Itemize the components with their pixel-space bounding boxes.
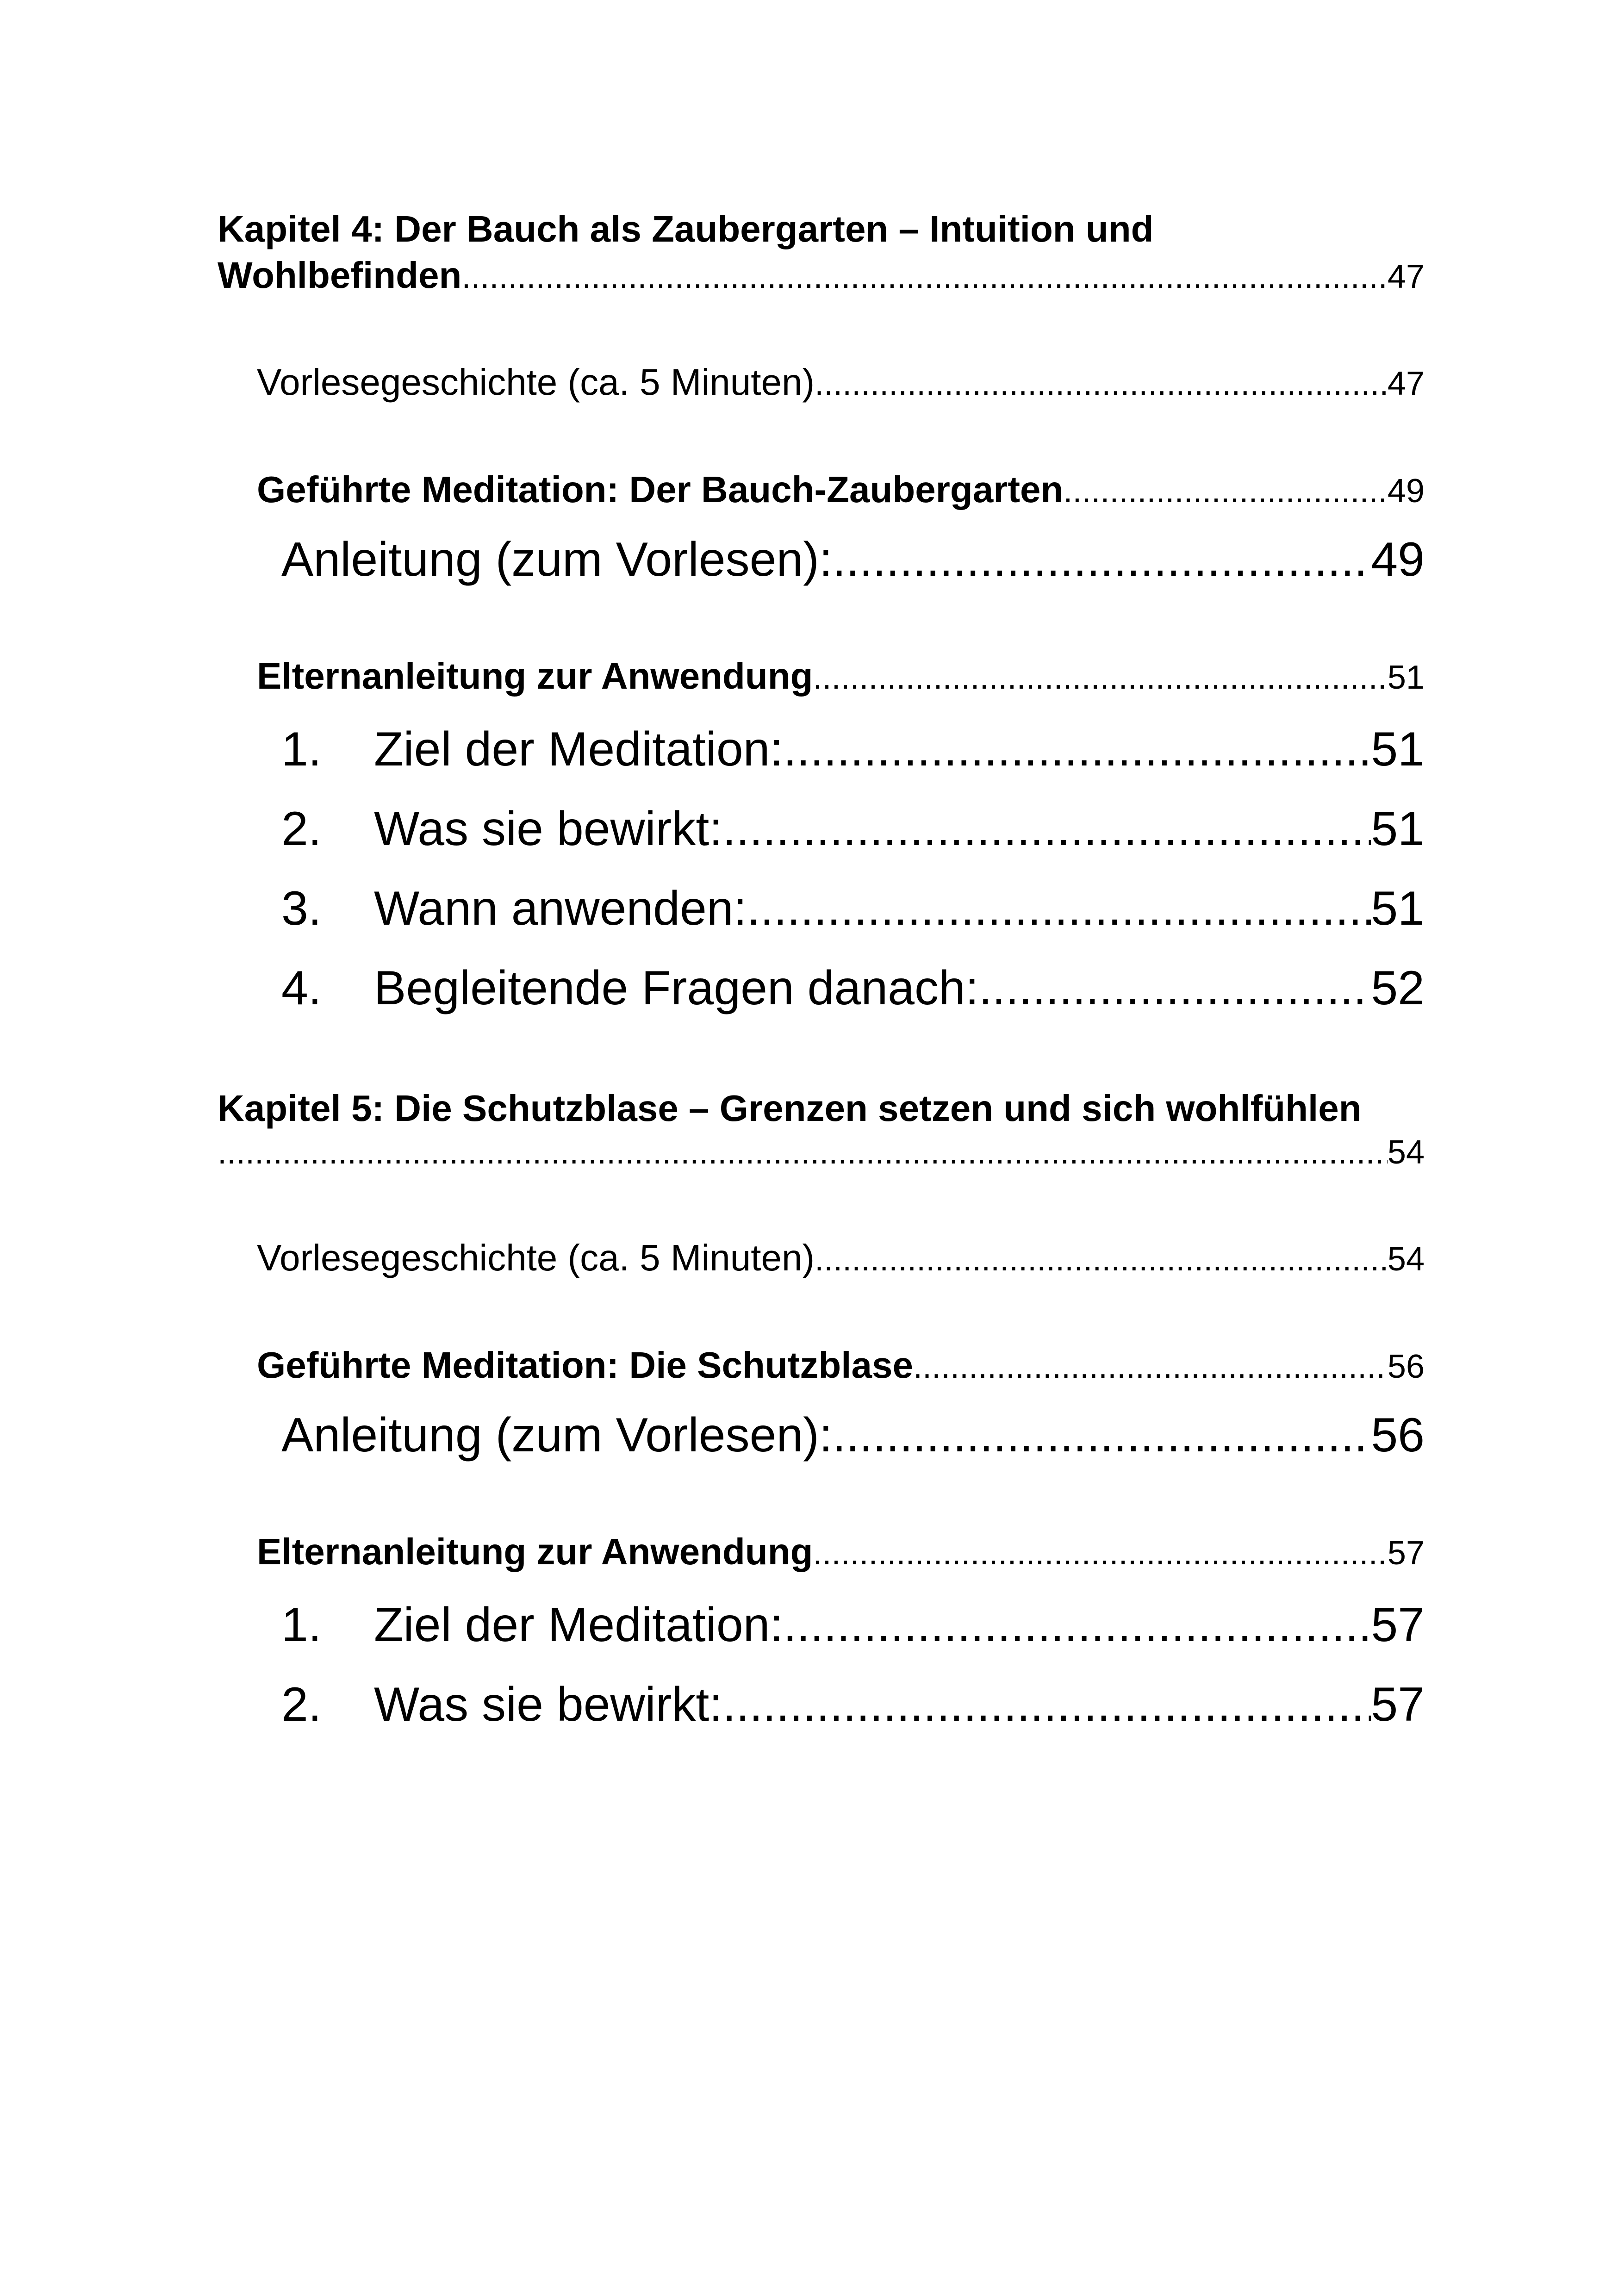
list-number: 1. — [281, 1598, 322, 1652]
list-number: 1. — [281, 722, 322, 776]
dot-leader — [1063, 472, 1388, 510]
entry-label: Anleitung (zum Vorlesen): — [281, 533, 833, 586]
toc-ch4-list-item-2[interactable] — [281, 802, 1425, 857]
chapter-4-title-line2: Wohlbefinden — [218, 255, 462, 296]
entry-label: Geführte Meditation: Die Schutzblase — [257, 1344, 913, 1386]
dot-leader — [833, 532, 1371, 587]
toc-ch4-list-item-1[interactable] — [281, 722, 1425, 777]
entry-page: 57 — [1371, 1678, 1425, 1731]
dot-leader — [815, 1240, 1388, 1278]
entry-label: Vorlesegeschichte (ca. 5 Minuten) — [257, 1237, 815, 1278]
entry-page: 52 — [1371, 961, 1425, 1015]
toc-ch5-list-item-2[interactable] — [281, 1677, 1425, 1732]
toc-ch5-list-item-1[interactable] — [281, 1598, 1425, 1653]
entry-page: 57 — [1387, 1535, 1425, 1572]
entry-page: 49 — [1371, 533, 1425, 586]
entry-page: 57 — [1371, 1598, 1425, 1652]
chapter-5-leader-row — [218, 1132, 1425, 1173]
entry-label: Wann anwenden: — [374, 882, 747, 935]
dot-leader — [783, 722, 1371, 777]
entry-page: 47 — [1387, 365, 1425, 402]
dot-leader — [979, 961, 1371, 1016]
dot-leader — [722, 802, 1371, 857]
toc-ch4-story[interactable] — [257, 361, 1425, 404]
dot-leader — [783, 1598, 1371, 1653]
chapter-4-title-line1: Kapitel 4: Der Bauch als Zaubergarten – Intuition und — [218, 208, 1154, 249]
chapter-4-page: 47 — [1387, 258, 1425, 295]
dot-leader — [813, 1534, 1387, 1572]
chapter-5-title-line1: Kapitel 5: Die Schutzblase – Grenzen setzen und sich wohlfühlen — [218, 1088, 1362, 1129]
entry-label: Was sie bewirkt: — [374, 802, 723, 856]
list-number: 4. — [281, 961, 322, 1015]
entry-label: Begleitende Fragen danach: — [374, 961, 979, 1015]
entry-page: 51 — [1387, 659, 1425, 696]
dot-leader — [913, 1348, 1388, 1386]
entry-label: Vorlesegeschichte (ca. 5 Minuten) — [257, 361, 815, 403]
list-number: 2. — [281, 802, 322, 856]
toc-ch4-meditation[interactable] — [257, 468, 1425, 511]
chapter-5-page: 54 — [1387, 1134, 1425, 1171]
entry-page: 51 — [1371, 802, 1425, 856]
toc-ch4-list-item-3[interactable] — [281, 881, 1425, 936]
entry-label: Ziel der Meditation: — [374, 1598, 784, 1652]
entry-page: 54 — [1387, 1241, 1425, 1278]
toc-ch5-meditation[interactable] — [257, 1344, 1425, 1387]
list-number: 3. — [281, 882, 322, 935]
toc-ch4-list-item-4[interactable] — [281, 961, 1425, 1016]
entry-page: 51 — [1371, 722, 1425, 776]
toc-ch5-instructions[interactable] — [281, 1408, 1425, 1463]
dot-leader — [722, 1677, 1371, 1732]
entry-label: Geführte Meditation: Der Bauch-Zaubergarten — [257, 469, 1064, 510]
entry-label: Ziel der Meditation: — [374, 722, 784, 776]
toc-chapter-5[interactable] — [218, 1085, 1425, 1173]
entry-label: Elternanleitung zur Anwendung — [257, 1531, 813, 1572]
dot-leader — [833, 1408, 1371, 1463]
entry-label: Elternanleitung zur Anwendung — [257, 655, 813, 697]
entry-label: Anleitung (zum Vorlesen): — [281, 1408, 833, 1462]
toc-chapter-4[interactable] — [218, 206, 1425, 299]
toc-ch5-parents[interactable] — [257, 1531, 1425, 1573]
entry-page: 49 — [1387, 473, 1425, 510]
dot-leader — [813, 659, 1387, 697]
chapter-4-title-line2-row — [218, 252, 1425, 299]
entry-label: Was sie bewirkt: — [374, 1678, 723, 1731]
toc-ch4-parents[interactable] — [257, 655, 1425, 697]
toc-ch5-story[interactable] — [257, 1237, 1425, 1279]
dot-leader — [747, 881, 1371, 936]
entry-page: 56 — [1387, 1348, 1425, 1385]
list-number: 2. — [281, 1678, 322, 1731]
dot-leader — [461, 256, 1388, 298]
toc-ch4-instructions[interactable] — [281, 532, 1425, 587]
entry-page: 56 — [1371, 1408, 1425, 1462]
dot-leader — [815, 365, 1388, 403]
dot-leader — [218, 1132, 1388, 1173]
entry-page: 51 — [1371, 882, 1425, 935]
